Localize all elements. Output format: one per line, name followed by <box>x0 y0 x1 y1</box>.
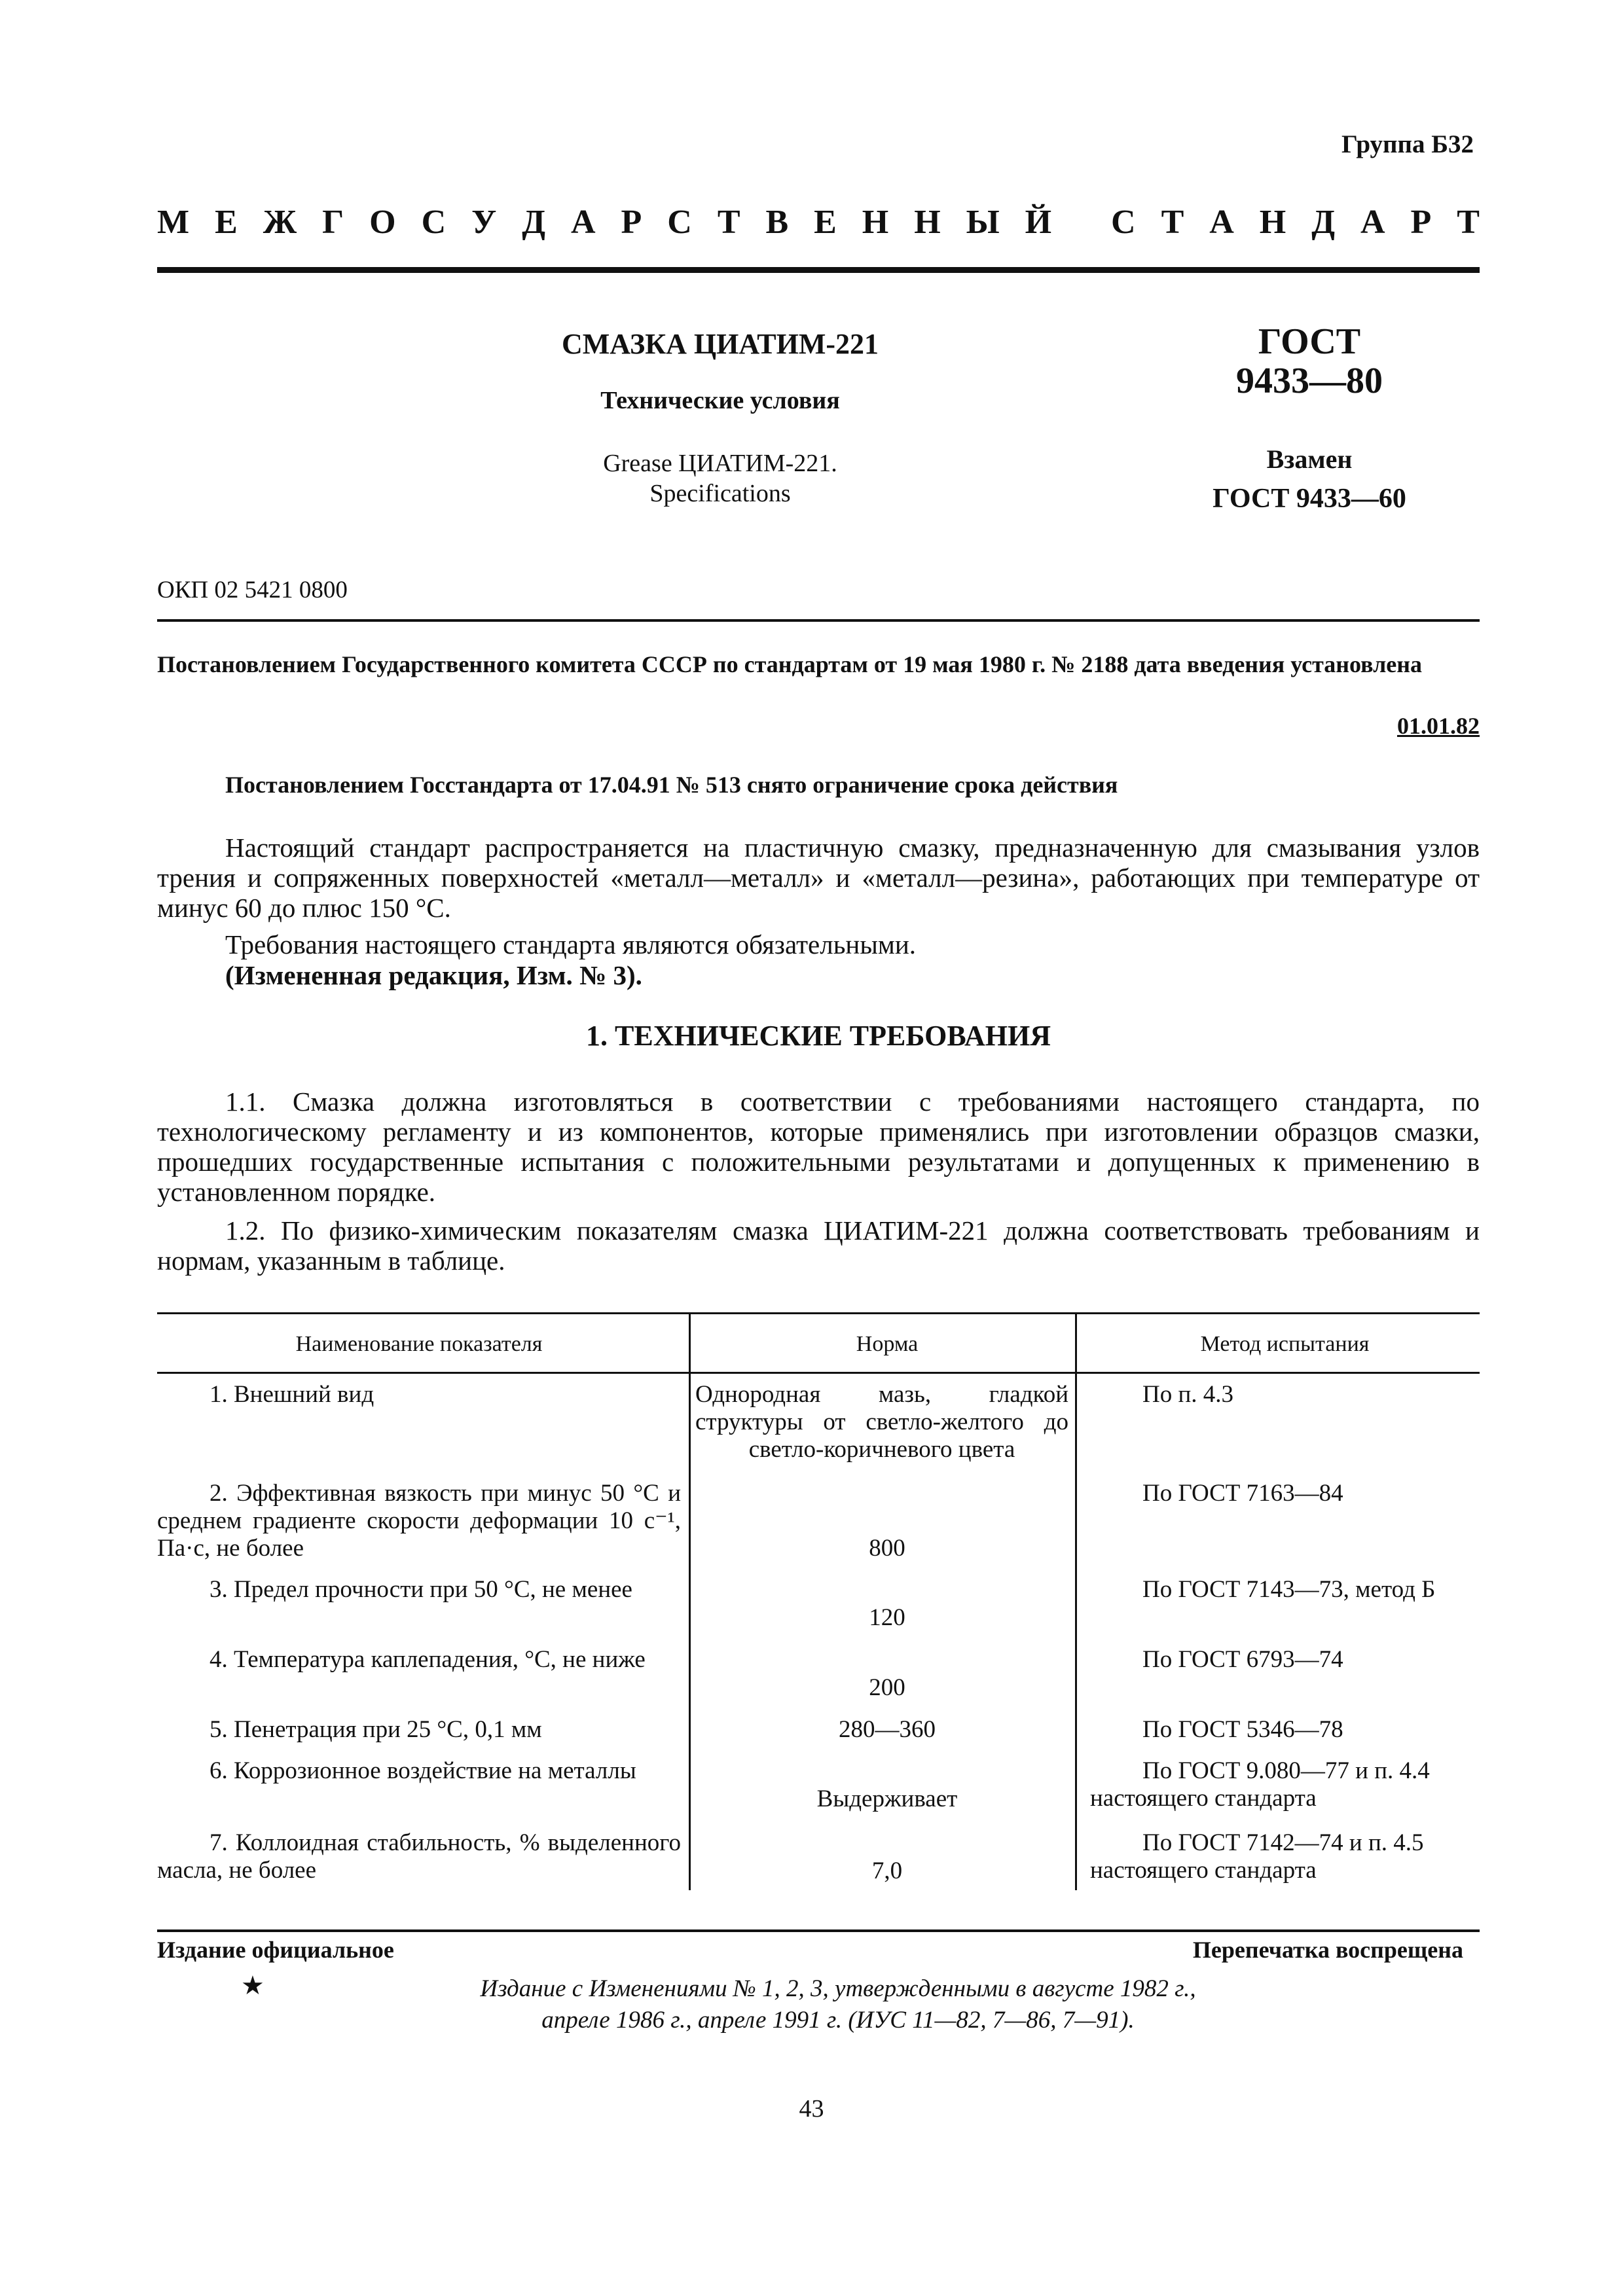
banner-letter: С <box>667 204 692 241</box>
edition-note-line-2: апреле 1986 г., апреле 1991 г. (ИУС 11—82, 7—86, 7—91). <box>541 2007 1135 2034</box>
banner-letter: Ж <box>263 204 297 241</box>
page-number: 43 <box>799 2095 824 2123</box>
introduction-date: 01.01.82 <box>1397 713 1480 739</box>
clause-1-1: 1.1. Смазка должна изготовляться в соответствии с требованиями настоящего стандарта, по технологическому регламенту и из компонентов, которые применялись при изготовлении образцов смазки, прошедших государственные испытания с положительными результатами и допущенных к применению в установленном порядке. <box>157 1086 1480 1207</box>
table-row-6-method: По ГОСТ 9.080—77 и п. 4.4 настоящего стандарта <box>1090 1757 1430 1812</box>
edition-note-line-1: Издание с Изменениями № 1, 2, 3, утвержденными в августе 1982 г., <box>480 1975 1196 2002</box>
amendment-note: (Измененная редакция, Изм. № 3). <box>225 960 642 990</box>
banner-letter: Н <box>914 204 941 241</box>
table-row-6-norm: Выдерживает <box>816 1785 958 1812</box>
section-heading: 1. ТЕХНИЧЕСКИЕ ТРЕБОВАНИЯ <box>586 1020 1051 1052</box>
footer-rule <box>157 1929 1480 1932</box>
table-row-3-norm: 120 <box>869 1604 905 1631</box>
table-row-2-method: По ГОСТ 7163—84 <box>1142 1480 1343 1507</box>
official-edition-label: Издание официальное <box>157 1937 394 1963</box>
table-row-4-name: 4. Температура каплепадения, °С, не ниже <box>210 1646 646 1673</box>
table-row-4-norm: 200 <box>869 1674 905 1701</box>
banner-letter: Р <box>621 204 642 241</box>
table-row-3-name: 3. Предел прочности при 50 °С, не менее <box>210 1576 632 1603</box>
table-row-3-method: По ГОСТ 7143—73, метод Б <box>1142 1576 1436 1603</box>
table-header-name: Наименование показателя <box>295 1332 543 1356</box>
english-title <box>367 448 1074 509</box>
mandatory-note: Требования настоящего стандарта являются обязательными. <box>225 929 917 960</box>
okp-code: ОКП 02 5421 0800 <box>157 577 348 603</box>
gost-label: ГОСТ <box>1258 321 1361 362</box>
banner-letter: А <box>1360 204 1385 241</box>
table-row-7-method: По ГОСТ 7142—74 и п. 4.5 настоящего стандарта <box>1090 1829 1424 1884</box>
decree-secondary: Постановлением Госстандарта от 17.04.91 № 513 снято ограничение срока действия <box>225 772 1118 798</box>
table-row-5-name: 5. Пенетрация при 25 °С, 0,1 мм <box>210 1716 542 1743</box>
banner-letter: А <box>1209 204 1234 241</box>
banner-letter: Г <box>322 204 344 241</box>
okp-rule <box>157 619 1480 622</box>
banner-letter: С <box>421 204 447 241</box>
table-row-2-norm: 800 <box>869 1535 905 1562</box>
gost-number: 9433—80 <box>1236 361 1383 401</box>
banner-letter: Н <box>1259 204 1286 241</box>
table-row-2-name: 2. Эффективная вязкость при минус 50 °С и среднем градиенте скорости деформации 10 с⁻¹, Па·с, не более <box>157 1480 681 1562</box>
document-title: СМАЗКА ЦИАТИМ-221 <box>562 328 879 360</box>
table-header-norm: Норма <box>856 1332 919 1356</box>
banner-letter: Т <box>1161 204 1184 241</box>
banner-letter: М <box>157 204 190 241</box>
table-row-5-norm: 280—360 <box>839 1716 936 1743</box>
table-row-1-name: 1. Внешний вид <box>210 1381 374 1408</box>
table-row-5-method: По ГОСТ 5346—78 <box>1142 1716 1343 1743</box>
banner-letter: Т <box>1457 204 1480 241</box>
banner-letter: Н <box>862 204 889 241</box>
table-row-4-method: По ГОСТ 6793—74 <box>1142 1646 1343 1673</box>
reprint-prohibited-label: Перепечатка воспрещена <box>1192 1937 1463 1963</box>
english-title-line-1: Grease ЦИАТИМ-221. <box>603 450 837 477</box>
banner-letter: У <box>471 204 497 241</box>
table-row-6-name: 6. Коррозионное воздействие на металлы <box>210 1757 636 1784</box>
banner-letter: О <box>369 204 396 241</box>
top-rule <box>157 267 1480 273</box>
replaces-value: ГОСТ 9433—60 <box>1213 484 1406 514</box>
banner-letter: Д <box>1311 204 1335 241</box>
table-header-rule <box>157 1372 1480 1374</box>
document-subtitle: Технические условия <box>600 387 840 414</box>
banner-letter: Р <box>1410 204 1432 241</box>
english-title-line-2: Specifications <box>649 480 791 507</box>
intro-paragraph: Настоящий стандарт распространяется на пластичную смазку, предназначенную для смазывания узлов трения и сопряженных поверхностей «металл—металл» и «металл—резина», работающих при температуре от минус 60 до плюс 150 °С. <box>157 833 1480 923</box>
banner-letter: Д <box>522 204 546 241</box>
banner-letter: С <box>1111 204 1136 241</box>
banner-letter: А <box>571 204 596 241</box>
table-row-7-name: 7. Коллоидная стабильность, % выделенного масла, не более <box>157 1829 681 1884</box>
decree-main: Постановлением Государственного комитета СССР по стандартам от 19 мая 1980 г. № 2188 дата введения установлена <box>157 651 1422 677</box>
group-code: Группа Б32 <box>1341 130 1474 158</box>
banner-letter: Т <box>717 204 740 241</box>
clause-1-2: 1.2. По физико-химическим показателям смазка ЦИАТИМ-221 должна соответствовать требованиям и нормам, указанным в таблице. <box>157 1215 1480 1276</box>
table-row-7-norm: 7,0 <box>871 1857 903 1884</box>
replaces-label: Взамен <box>1266 444 1353 474</box>
table-header-method: Метод испытания <box>1200 1332 1370 1356</box>
banner-letter: В <box>765 204 789 241</box>
banner-letter: Е <box>215 204 238 241</box>
star-icon: ★ <box>241 1971 264 2000</box>
table-top-rule <box>157 1312 1480 1314</box>
standard-banner <box>157 203 1480 242</box>
banner-letter: Й <box>1025 204 1052 241</box>
table-row-1-norm: Однородная мазь, гладкой структуры от светло-желтого до светло-коричневого цвета <box>695 1381 1068 1463</box>
banner-gap <box>1077 203 1085 242</box>
table-row-1-method: По п. 4.3 <box>1142 1381 1234 1408</box>
banner-letter: Ы <box>966 204 1000 241</box>
banner-letter: Е <box>814 204 837 241</box>
edition-note <box>367 1973 1309 2036</box>
